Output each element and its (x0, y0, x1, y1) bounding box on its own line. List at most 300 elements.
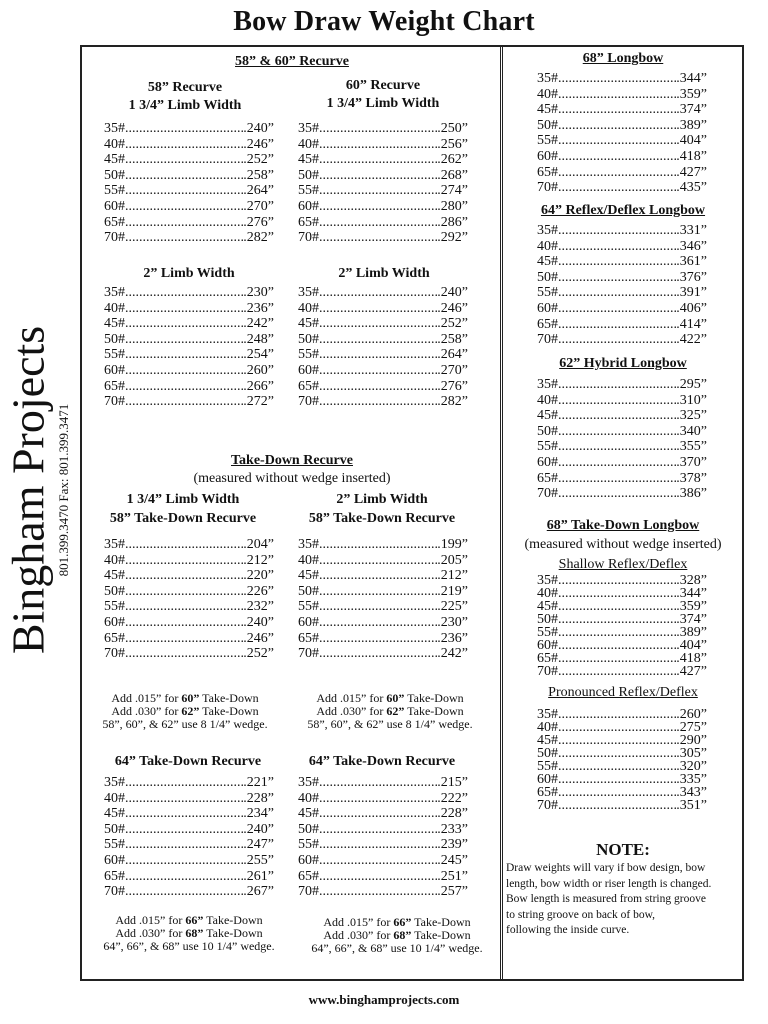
draw-weight: 45# (537, 599, 558, 614)
draw-weight: 35# (104, 121, 125, 136)
dot-leader (319, 379, 437, 395)
draw-weight: 35# (537, 223, 558, 238)
dot-leader (319, 884, 437, 900)
thickness-value: .351” (676, 798, 707, 813)
table-row (298, 869, 468, 885)
thickness-value: .230” (437, 614, 468, 630)
draw-weight: 45# (298, 316, 319, 332)
heading-58-recurve: 58” Recurve (147, 80, 223, 95)
table-row (298, 285, 468, 301)
section-title-recurve: 58” & 60” Recurve (235, 54, 349, 69)
dot-leader (319, 137, 437, 153)
heading-2in-limb-right: 2” Limb Width (338, 266, 430, 281)
dot-leader (558, 455, 676, 471)
draw-weight: 55# (537, 285, 558, 301)
td64-note-right: Add .015” for 66” Take-Down Add .030” for 68” Take-Down 64”, 66”, & 68” use 10 1/4” wedge. (311, 915, 483, 955)
thickness-value: .406” (676, 300, 707, 316)
draw-weight: 60# (298, 614, 319, 630)
dot-leader (558, 786, 676, 799)
thickness-value: .389” (676, 117, 707, 133)
draw-weight: 40# (298, 790, 319, 806)
dot-leader (558, 180, 676, 196)
dot-leader (558, 408, 676, 424)
draw-weight: 65# (298, 214, 319, 230)
draw-weight: 50# (104, 167, 125, 183)
thickness-value: .340” (676, 423, 707, 439)
thickness-value: .310” (676, 392, 707, 408)
thickness-value: .251” (437, 868, 468, 884)
table-row (104, 837, 274, 853)
draw-weight: 55# (537, 625, 558, 640)
table-row (298, 152, 468, 168)
draw-weight: 45# (537, 733, 558, 748)
takedown-subtitle: (measured without wedge inserted) (193, 471, 391, 486)
dot-leader (125, 884, 243, 900)
dot-leader (125, 568, 243, 584)
thickness-value: .262” (437, 152, 468, 168)
thickness-value: .414” (676, 316, 707, 332)
thickness-value: .286” (437, 214, 468, 230)
heading-td64-left: 64” Take-Down Recurve (114, 754, 262, 769)
thickness-value: .282” (437, 394, 468, 410)
thickness-value: .221” (243, 775, 274, 790)
thickness-value: .228” (437, 806, 468, 822)
thickness-value: .225” (437, 599, 468, 615)
heading-td64-right: 64” Take-Down Recurve (308, 754, 456, 769)
table-row (537, 665, 707, 678)
thickness-value: .250” (437, 121, 468, 136)
draw-weight: 45# (298, 806, 319, 822)
td-note-left: Add .015” for 60” Take-Down Add .030” for 62” Take-Down 58”, 60”, & 62” use 8 1/4” wedge. (102, 691, 268, 731)
draw-weight: 60# (104, 362, 125, 378)
draw-weight: 55# (104, 837, 125, 853)
thickness-value: .256” (437, 136, 468, 152)
section-title-68-longbow: 68” Longbow (582, 51, 664, 66)
draw-weight: 65# (104, 630, 125, 646)
thickness-value: .320” (676, 759, 707, 774)
table-row (104, 199, 274, 215)
thickness-value: .257” (437, 884, 468, 900)
thickness-value: .264” (243, 183, 274, 199)
thickness-value: .276” (243, 214, 274, 230)
dot-leader (319, 599, 437, 615)
dot-leader (558, 332, 676, 348)
draw-weight: 55# (537, 759, 558, 774)
table-td64-left (104, 775, 274, 900)
draw-weight: 35# (298, 285, 319, 300)
draw-weight: 40# (537, 238, 558, 254)
table-row (104, 853, 274, 869)
dot-leader (125, 215, 243, 231)
thickness-value: .343” (676, 785, 707, 800)
dot-leader (125, 584, 243, 600)
draw-weight: 65# (537, 470, 558, 486)
table-shallow-reflex (537, 574, 707, 678)
draw-weight: 45# (104, 806, 125, 822)
table-row (537, 133, 707, 149)
table-row (298, 568, 468, 584)
table-td64-right (298, 775, 468, 900)
dot-leader (125, 301, 243, 317)
draw-weight: 50# (537, 117, 558, 133)
draw-weight: 40# (537, 586, 558, 601)
draw-weight: 50# (298, 821, 319, 837)
table-row (298, 822, 468, 838)
draw-weight: 55# (104, 599, 125, 615)
dot-leader (558, 102, 676, 118)
dot-leader (319, 822, 437, 838)
thickness-value: .344” (676, 586, 707, 601)
draw-weight: 45# (537, 408, 558, 424)
dot-leader (125, 394, 243, 410)
thickness-value: .359” (676, 599, 707, 614)
dot-leader (558, 270, 676, 286)
dot-leader (319, 301, 437, 317)
table-row (104, 230, 274, 246)
thickness-value: .335” (676, 772, 707, 787)
thickness-value: .215” (437, 775, 468, 790)
table-row (104, 791, 274, 807)
thickness-value: .267” (243, 884, 274, 900)
draw-weight: 40# (298, 552, 319, 568)
dot-leader (558, 301, 676, 317)
thickness-value: .254” (243, 347, 274, 363)
thickness-value: .252” (437, 316, 468, 332)
draw-weight: 50# (104, 583, 125, 599)
heading-td-left-limb: 1 3/4” Limb Width (126, 492, 240, 507)
heading-td-right-limb: 2” Limb Width (336, 492, 428, 507)
dot-leader (319, 615, 437, 631)
thickness-value: .370” (676, 454, 707, 470)
draw-weight: 65# (298, 378, 319, 394)
table-row (537, 71, 707, 87)
dot-leader (319, 775, 437, 791)
thickness-value: .404” (676, 638, 707, 653)
thickness-value: .435” (676, 180, 707, 196)
draw-weight: 65# (537, 316, 558, 332)
dot-leader (125, 869, 243, 885)
table-row (298, 379, 468, 395)
dot-leader (125, 791, 243, 807)
dot-leader (125, 631, 243, 647)
td-note-right: Add .015” for 60” Take-Down Add .030” for 62” Take-Down 58”, 60”, & 62” use 8 1/4” wedge. (307, 691, 473, 731)
dot-leader (558, 393, 676, 409)
dot-leader (125, 775, 243, 791)
draw-weight: 45# (298, 152, 319, 168)
dot-leader (125, 379, 243, 395)
thickness-value: .275” (676, 720, 707, 735)
table-row (104, 537, 274, 553)
thickness-value: .226” (243, 583, 274, 599)
dot-leader (319, 152, 437, 168)
draw-weight: 60# (537, 638, 558, 653)
dot-leader (558, 747, 676, 760)
thickness-value: .346” (676, 238, 707, 254)
table-row (104, 137, 274, 153)
thickness-value: .199” (437, 537, 468, 552)
thickness-value: .246” (243, 630, 274, 646)
thickness-value: .374” (676, 102, 707, 118)
draw-weight: 50# (298, 167, 319, 183)
table-row (537, 180, 707, 196)
draw-weight: 35# (104, 537, 125, 552)
table-row (537, 239, 707, 255)
heading-td-right-58: 58” Take-Down Recurve (308, 511, 456, 526)
draw-weight: 65# (537, 164, 558, 180)
section-title-64-reflex: 64” Reflex/Deflex Longbow (540, 203, 706, 218)
draw-weight: 50# (104, 821, 125, 837)
table-58-2in (104, 285, 274, 410)
thickness-value: .233” (437, 821, 468, 837)
thickness-value: .204” (243, 537, 274, 552)
thickness-value: .376” (676, 269, 707, 285)
dot-leader (125, 853, 243, 869)
dot-leader (319, 394, 437, 410)
dot-leader (558, 254, 676, 270)
dot-leader (125, 615, 243, 631)
draw-weight: 40# (104, 552, 125, 568)
table-row (298, 230, 468, 246)
dot-leader (558, 574, 676, 587)
table-td58-2in (298, 537, 468, 662)
draw-weight: 60# (104, 614, 125, 630)
thickness-value: .264” (437, 347, 468, 363)
thickness-value: .228” (243, 790, 274, 806)
dot-leader (558, 760, 676, 773)
thickness-value: .236” (243, 300, 274, 316)
draw-weight: 50# (537, 269, 558, 285)
td68-subtitle: (measured without wedge inserted) (524, 537, 722, 552)
draw-weight: 70# (298, 230, 319, 246)
draw-weight: 50# (298, 583, 319, 599)
table-row (104, 332, 274, 348)
draw-weight: 60# (537, 772, 558, 787)
thickness-value: .246” (243, 136, 274, 152)
dot-leader (125, 183, 243, 199)
thickness-value: .386” (676, 486, 707, 502)
dot-leader (125, 646, 243, 662)
table-58-recurve (104, 121, 274, 246)
thickness-value: .361” (676, 254, 707, 270)
note-title: NOTE: (596, 840, 650, 859)
dot-leader (125, 599, 243, 615)
draw-weight: 35# (298, 537, 319, 552)
table-row (298, 347, 468, 363)
thickness-value: .247” (243, 837, 274, 853)
table-row (104, 631, 274, 647)
dot-leader (125, 332, 243, 348)
table-row (104, 168, 274, 184)
thickness-value: .374” (676, 612, 707, 627)
dot-leader (558, 377, 676, 393)
draw-weight: 55# (298, 183, 319, 199)
thickness-value: .295” (676, 377, 707, 392)
thickness-value: .220” (243, 568, 274, 584)
draw-weight: 50# (537, 746, 558, 761)
table-row (537, 254, 707, 270)
dot-leader (319, 537, 437, 553)
draw-weight: 55# (298, 347, 319, 363)
draw-weight: 50# (104, 331, 125, 347)
dot-leader (558, 613, 676, 626)
table-row (537, 424, 707, 440)
dot-leader (319, 869, 437, 885)
table-62-hybrid (537, 377, 707, 502)
table-row (104, 646, 274, 662)
dot-leader (558, 165, 676, 181)
draw-weight: 70# (537, 798, 558, 813)
draw-weight: 45# (104, 568, 125, 584)
table-row (298, 884, 468, 900)
draw-weight: 70# (537, 180, 558, 196)
table-row (537, 377, 707, 393)
thickness-value: .255” (243, 852, 274, 868)
dot-leader (558, 133, 676, 149)
table-row (537, 149, 707, 165)
table-row (104, 775, 274, 791)
dot-leader (319, 168, 437, 184)
table-row (537, 118, 707, 134)
thickness-value: .404” (676, 133, 707, 149)
thickness-value: .328” (676, 573, 707, 588)
draw-weight: 55# (537, 133, 558, 149)
draw-weight: 60# (298, 198, 319, 214)
draw-weight: 60# (298, 852, 319, 868)
dot-leader (319, 791, 437, 807)
table-row (537, 285, 707, 301)
draw-weight: 65# (104, 868, 125, 884)
thickness-value: .276” (437, 378, 468, 394)
thickness-value: .232” (243, 599, 274, 615)
thickness-value: .230” (243, 285, 274, 300)
table-row (104, 568, 274, 584)
page-title: Bow Draw Weight Chart (233, 6, 535, 37)
table-row (298, 631, 468, 647)
table-row (298, 791, 468, 807)
dot-leader (125, 137, 243, 153)
table-row (298, 363, 468, 379)
table-row (104, 316, 274, 332)
dot-leader (125, 152, 243, 168)
thickness-value: .242” (243, 316, 274, 332)
section-title-62-hybrid: 62” Hybrid Longbow (559, 356, 687, 371)
heading-2in-limb-left: 2” Limb Width (143, 266, 235, 281)
dot-leader (558, 149, 676, 165)
dot-leader (558, 87, 676, 103)
draw-weight: 35# (298, 775, 319, 790)
thickness-value: .240” (437, 285, 468, 300)
thickness-value: .236” (437, 630, 468, 646)
table-row (104, 301, 274, 317)
dot-leader (558, 118, 676, 134)
table-row (104, 615, 274, 631)
draw-weight: 60# (104, 198, 125, 214)
dot-leader (319, 568, 437, 584)
thickness-value: .252” (243, 152, 274, 168)
table-row (537, 439, 707, 455)
section-title-takedown: Take-Down Recurve (231, 453, 353, 468)
table-row (298, 553, 468, 569)
table-row (298, 584, 468, 600)
thickness-value: .427” (676, 664, 707, 679)
thickness-value: .305” (676, 746, 707, 761)
draw-weight: 70# (537, 332, 558, 348)
table-row (104, 869, 274, 885)
draw-weight: 65# (104, 378, 125, 394)
table-row (298, 137, 468, 153)
table-row (537, 471, 707, 487)
thickness-value: .391” (676, 285, 707, 301)
thickness-value: .234” (243, 806, 274, 822)
table-row (298, 775, 468, 791)
heading-58-limb: 1 3/4” Limb Width (128, 98, 242, 113)
table-row (104, 121, 274, 137)
table-row (104, 822, 274, 838)
table-60-2in (298, 285, 468, 410)
dot-leader (558, 317, 676, 333)
table-row (298, 599, 468, 615)
note-body: Draw weights will vary if bow design, bow length, bow width or riser length is changed. Bow length is measured from string groove to string groove on back of bow, following the inside curve. (506, 862, 712, 936)
thickness-value: .246” (437, 300, 468, 316)
table-row (537, 393, 707, 409)
thickness-value: .266” (243, 378, 274, 394)
draw-weight: 35# (537, 573, 558, 588)
dot-leader (558, 587, 676, 600)
draw-weight: 65# (537, 785, 558, 800)
thickness-value: .260” (676, 707, 707, 722)
dot-leader (125, 837, 243, 853)
dot-leader (319, 332, 437, 348)
draw-weight: 40# (537, 720, 558, 735)
thickness-value: .240” (243, 614, 274, 630)
draw-weight: 35# (104, 775, 125, 790)
draw-weight: 35# (537, 707, 558, 722)
thickness-value: .212” (437, 568, 468, 584)
thickness-value: .222” (437, 790, 468, 806)
draw-weight: 45# (104, 316, 125, 332)
table-row (104, 285, 274, 301)
draw-weight: 40# (298, 300, 319, 316)
table-row (298, 537, 468, 553)
thickness-value: .268” (437, 167, 468, 183)
dot-leader (558, 652, 676, 665)
table-row (537, 223, 707, 239)
table-row (104, 183, 274, 199)
table-row (298, 806, 468, 822)
table-row (298, 121, 468, 137)
dot-leader (319, 215, 437, 231)
draw-weight: 40# (104, 300, 125, 316)
table-row (104, 152, 274, 168)
draw-weight: 70# (537, 664, 558, 679)
draw-weight: 40# (104, 136, 125, 152)
thickness-value: .344” (676, 71, 707, 86)
draw-weight: 55# (104, 347, 125, 363)
thickness-value: .422” (676, 332, 707, 348)
thickness-value: .245” (437, 852, 468, 868)
table-row (537, 270, 707, 286)
thickness-value: .261” (243, 868, 274, 884)
dot-leader (558, 424, 676, 440)
draw-weight: 35# (298, 121, 319, 136)
thickness-value: .258” (437, 331, 468, 347)
table-row (104, 379, 274, 395)
draw-weight: 40# (104, 790, 125, 806)
table-row (298, 168, 468, 184)
dot-leader (319, 230, 437, 246)
draw-weight: 65# (537, 651, 558, 666)
draw-weight: 50# (537, 423, 558, 439)
